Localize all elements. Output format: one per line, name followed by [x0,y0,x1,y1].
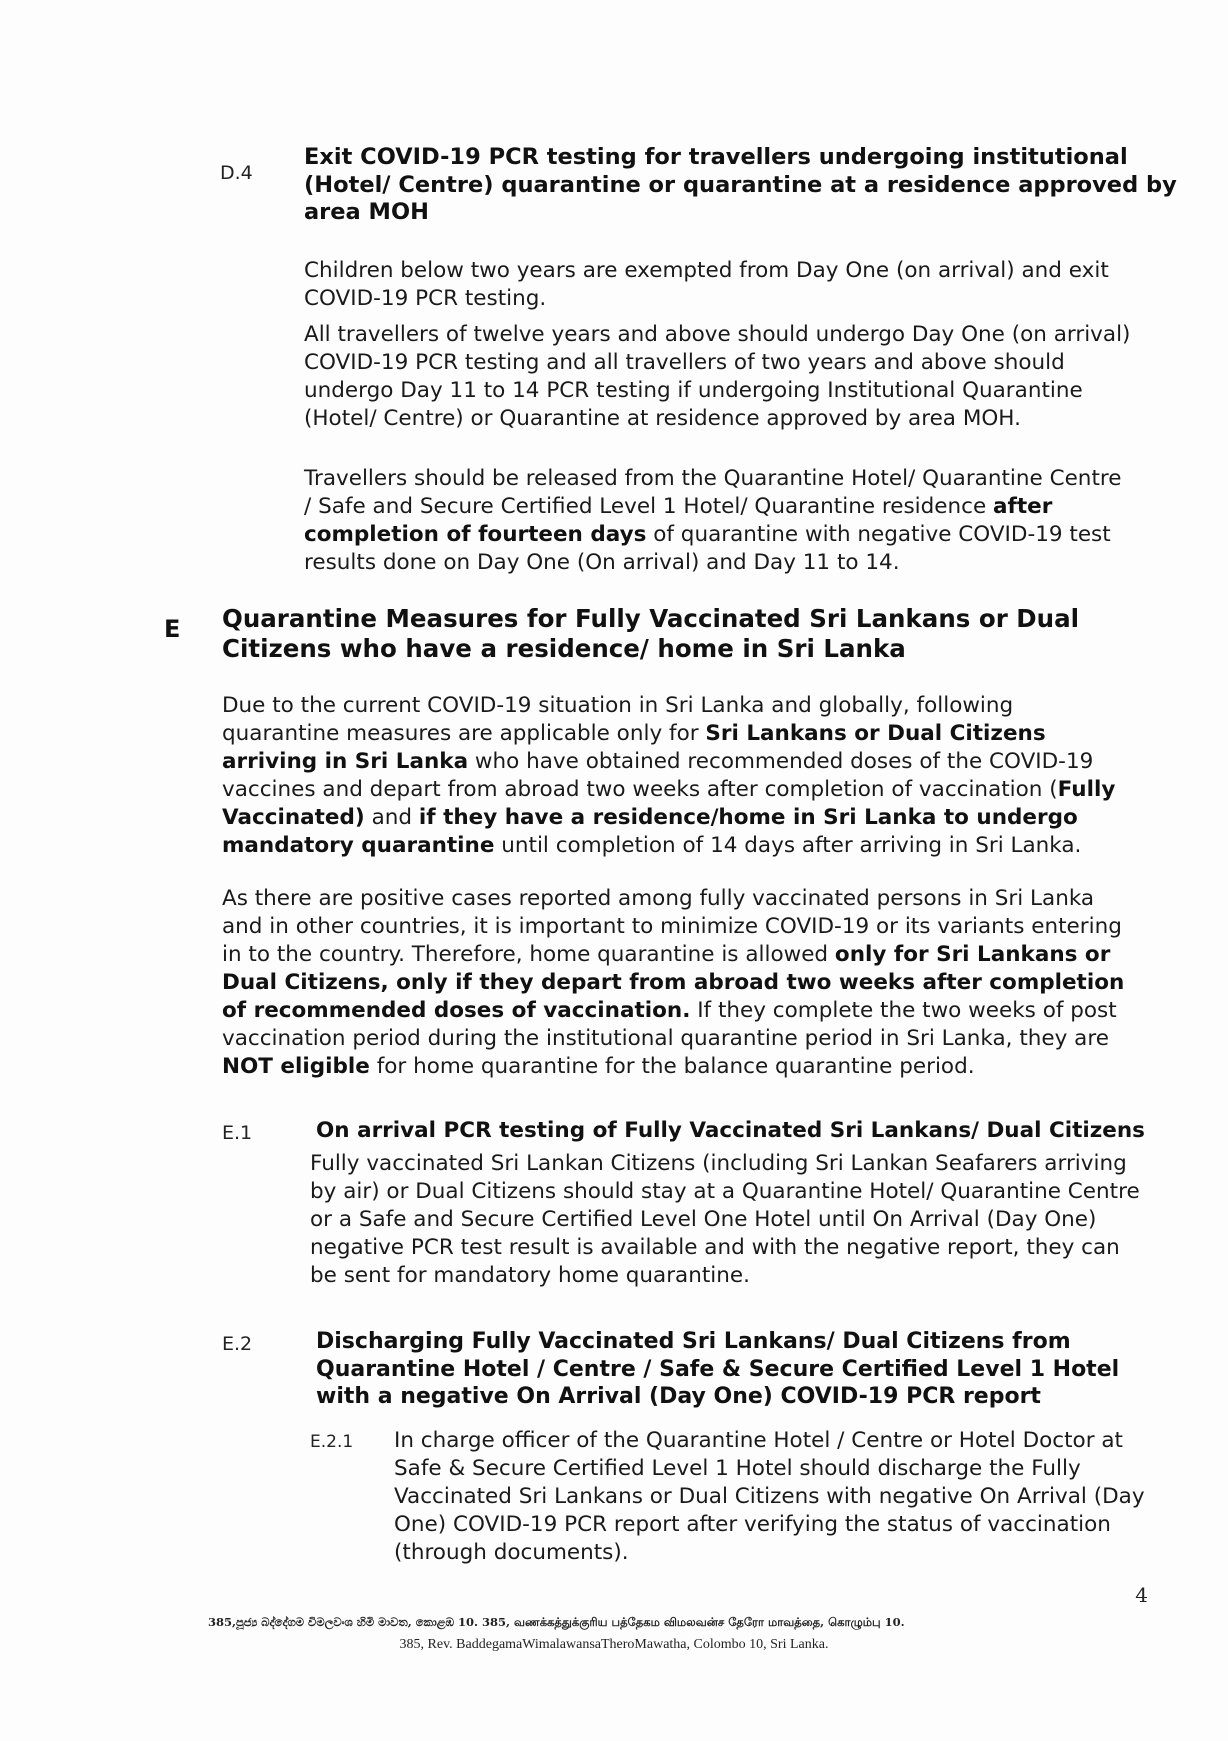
text-line: (Hotel/ Centre) or Quarantine at residence approved by area MOH. [304,406,1021,431]
text-line: vaccines and depart from abroad two weeks after completion of vaccination (Fully [222,777,1116,802]
text-line: results done on Day One (On arrival) and Day 11 to 14. [304,550,900,575]
text-line: quarantine measures are applicable only for Sri Lankans or Dual Citizens [222,721,1046,746]
paragraph-d4-release [304,465,1186,577]
footer-address-local: 385,පූජ්‍ය බද්දේගම විමලවංශ හිමි මාවත, කොළඹ 10. 385, வணக்கத்துக்குரிய பத்தேகம விமலவன்ச தேரோ மாவத்தை, கொழும்பு 10. [208,1615,905,1629]
text-line: As there are positive cases reported among fully vaccinated persons in Sri Lanka [222,886,1095,911]
text-line: undergo Day 11 to 14 PCR testing if undergoing Institutional Quarantine [304,378,1083,403]
text-line: by air) or Dual Citizens should stay at a Quarantine Hotel/ Quarantine Centre [310,1179,1140,1204]
text-line: All travellers of twelve years and above should undergo Day One (on arrival) [304,322,1131,347]
paragraph-e1 [310,1150,1186,1290]
paragraph-e-home-quarantine [222,885,1186,1081]
text-line: (through documents). [394,1540,629,1565]
section-number-e1: E.1 [222,1122,253,1144]
text-line: Vaccinated Sri Lankans or Dual Citizens with negative On Arrival (Day [394,1484,1145,1509]
text-line: vaccination period during the institutional quarantine period in Sri Lanka, they are [222,1026,1109,1051]
text-line: completion of fourteen days of quarantine with negative COVID-19 test [304,522,1111,547]
text-line: of recommended doses of vaccination. If they complete the two weeks of post [222,998,1117,1023]
text-line: COVID-19 PCR testing and all travellers of two years and above should [304,350,1065,375]
page-number: 4 [1135,1583,1148,1607]
paragraph-e-applicability [222,692,1186,860]
heading-line: Discharging Fully Vaccinated Sri Lankans/ Dual Citizens from [316,1329,1071,1354]
text-line: / Safe and Secure Certified Level 1 Hotel/ Quarantine residence after [304,494,1053,519]
text-line: and in other countries, it is important to minimize COVID-19 or its variants entering [222,914,1122,939]
heading-line: Exit COVID-19 PCR testing for travellers undergoing institutional [304,144,1128,170]
heading-line: Quarantine Hotel / Centre / Safe & Secure Certified Level 1 Hotel [316,1356,1120,1382]
text-line: Due to the current COVID-19 situation in Sri Lanka and globally, following [222,693,1014,718]
text-line: Children below two years are exempted from Day One (on arrival) and exit [304,258,1109,283]
text-line: One) COVID-19 PCR report after verifying the status of vaccination [394,1512,1111,1537]
section-heading-e [222,604,1186,664]
paragraph-d4-pcr-testing [304,321,1186,433]
text-line: Safe & Secure Certified Level 1 Hotel should discharge the Fully [394,1456,1081,1481]
section-heading-d4 [304,144,1184,227]
section-number-e21: E.2.1 [310,1432,354,1452]
section-number-d4: D.4 [220,162,253,184]
heading-line: (Hotel/ Centre) quarantine or quarantine at a residence approved by [304,171,1177,198]
text-line: COVID-19 PCR testing. [304,286,547,311]
text-line: in to the country. Therefore, home quarantine is allowed only for Sri Lankans or [222,942,1111,967]
paragraph-d4-children-exemption [304,257,1186,313]
section-heading-e1: On arrival PCR testing of Fully Vaccinated Sri Lankans/ Dual Citizens [316,1118,1145,1143]
text-line: negative PCR test result is available and with the negative report, they can [310,1235,1120,1260]
text-line: be sent for mandatory home quarantine. [310,1263,750,1288]
section-letter-e: E [164,615,181,643]
text-line: arriving in Sri Lanka who have obtained recommended doses of the COVID-19 [222,749,1094,774]
heading-line: Citizens who have a residence/ home in Sri Lanka [222,634,906,663]
paragraph-e21 [394,1427,1186,1567]
text-line: In charge officer of the Quarantine Hotel / Centre or Hotel Doctor at [394,1428,1123,1453]
text-line: Dual Citizens, only if they depart from abroad two weeks after completion [222,970,1125,995]
section-heading-e2 [316,1328,1186,1411]
text-line: Vaccinated) and if they have a residence/home in Sri Lanka to undergo [222,805,1078,830]
heading-line: with a negative On Arrival (Day One) COVID-19 PCR report [316,1384,1041,1409]
section-number-e2: E.2 [222,1333,253,1355]
text-line: mandatory quarantine until completion of 14 days after arriving in Sri Lanka. [222,833,1082,858]
heading-line: area MOH [304,199,429,225]
heading-line: Quarantine Measures for Fully Vaccinated Sri Lankans or Dual [222,604,1080,633]
footer-address-english: 385, Rev. BaddegamaWimalawansaTheroMawatha, Colombo 10, Sri Lanka. [399,1637,829,1652]
text-line: Fully vaccinated Sri Lankan Citizens (including Sri Lankan Seafarers arriving [310,1151,1127,1176]
text-line: NOT eligible for home quarantine for the balance quarantine period. [222,1054,975,1079]
text-line: or a Safe and Secure Certified Level One Hotel until On Arrival (Day One) [310,1207,1097,1232]
text-line: Travellers should be released from the Quarantine Hotel/ Quarantine Centre [304,466,1122,491]
